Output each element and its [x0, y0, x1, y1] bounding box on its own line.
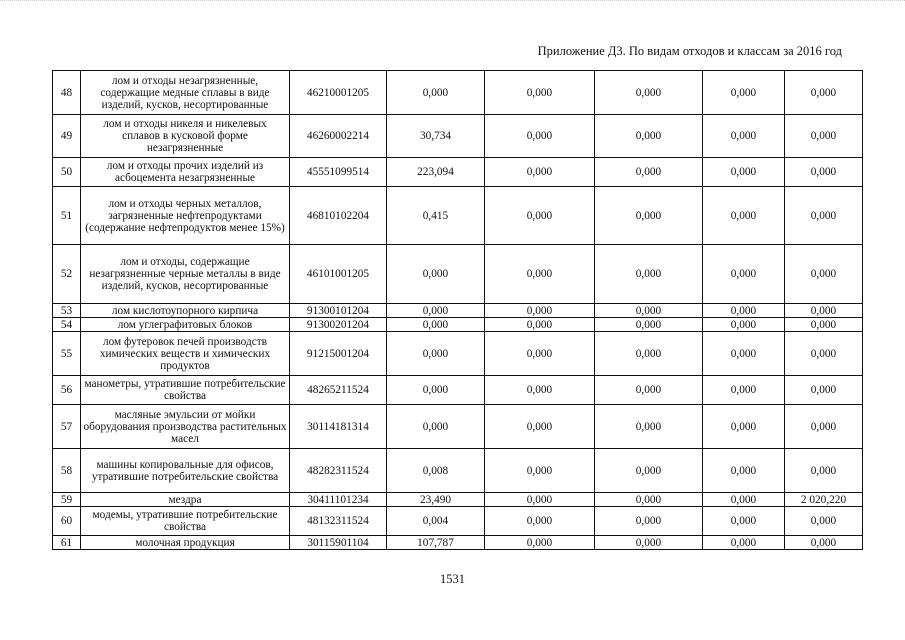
fkko-code: 30115901104 — [290, 536, 387, 550]
table-row — [53, 536, 863, 550]
value-col-3: 0,000 — [595, 158, 703, 187]
value-col-2: 0,000 — [485, 158, 595, 187]
table-row — [53, 318, 863, 332]
value-col-4: 0,000 — [703, 405, 785, 449]
row-number: 49 — [53, 115, 81, 158]
value-col-2: 0,000 — [485, 245, 595, 304]
value-col-2: 0,000 — [485, 405, 595, 449]
value-col-2: 0,000 — [485, 318, 595, 332]
table-row — [53, 376, 863, 405]
value-col-3: 0,000 — [595, 507, 703, 536]
value-col-5: 0,000 — [785, 245, 863, 304]
value-col-1: 107,787 — [387, 536, 485, 550]
waste-name: лом кислотоупорного кирпича — [81, 304, 290, 318]
waste-name: молочная продукция — [81, 536, 290, 550]
value-col-3: 0,000 — [595, 115, 703, 158]
value-col-1: 0,004 — [387, 507, 485, 536]
fkko-code: 48132311524 — [290, 507, 387, 536]
table-row — [53, 449, 863, 493]
value-col-4: 0,000 — [703, 332, 785, 376]
waste-name: мездра — [81, 493, 290, 507]
value-col-1: 30,734 — [387, 115, 485, 158]
value-col-5: 0,000 — [785, 318, 863, 332]
value-col-4: 0,000 — [703, 493, 785, 507]
value-col-3: 0,000 — [595, 245, 703, 304]
waste-name: лом и отходы никеля и никелевых сплавов в кусковой форме незагрязненные — [81, 115, 290, 158]
value-col-4: 0,000 — [703, 449, 785, 493]
waste-name: машины копировальные для офисов, утратившие потребительские свойства — [81, 449, 290, 493]
value-col-2: 0,000 — [485, 71, 595, 115]
value-col-3: 0,000 — [595, 332, 703, 376]
value-col-2: 0,000 — [485, 449, 595, 493]
waste-name: модемы, утратившие потребительские свойства — [81, 507, 290, 536]
value-col-5: 0,000 — [785, 158, 863, 187]
value-col-1: 0,000 — [387, 332, 485, 376]
fkko-code: 91300101204 — [290, 304, 387, 318]
value-col-3: 0,000 — [595, 493, 703, 507]
row-number: 50 — [53, 158, 81, 187]
fkko-code: 46260002214 — [290, 115, 387, 158]
table-body — [53, 71, 863, 550]
fkko-code: 45551099514 — [290, 158, 387, 187]
row-number: 60 — [53, 507, 81, 536]
fkko-code: 46101001205 — [290, 245, 387, 304]
row-number: 51 — [53, 187, 81, 245]
value-col-5: 0,000 — [785, 449, 863, 493]
value-col-4: 0,000 — [703, 507, 785, 536]
waste-name: лом футеровок печей производств химических веществ и химических продуктов — [81, 332, 290, 376]
page-number: 1531 — [440, 572, 465, 586]
value-col-2: 0,000 — [485, 187, 595, 245]
table-row — [53, 115, 863, 158]
value-col-2: 0,000 — [485, 332, 595, 376]
fkko-code: 30411101234 — [290, 493, 387, 507]
waste-name: масляные эмульсии от мойки оборудования производства растительных масел — [81, 405, 290, 449]
row-number: 59 — [53, 493, 81, 507]
value-col-2: 0,000 — [485, 507, 595, 536]
value-col-2: 0,000 — [485, 115, 595, 158]
table-row — [53, 332, 863, 376]
table-row — [53, 304, 863, 318]
value-col-3: 0,000 — [595, 304, 703, 318]
value-col-5: 0,000 — [785, 187, 863, 245]
value-col-1: 223,094 — [387, 158, 485, 187]
fkko-code: 48265211524 — [290, 376, 387, 405]
row-number: 56 — [53, 376, 81, 405]
value-col-4: 0,000 — [703, 536, 785, 550]
value-col-4: 0,000 — [703, 115, 785, 158]
waste-name: лом углеграфитовых блоков — [81, 318, 290, 332]
value-col-1: 0,008 — [387, 449, 485, 493]
row-number: 48 — [53, 71, 81, 115]
row-number: 54 — [53, 318, 81, 332]
table-row — [53, 507, 863, 536]
table-row — [53, 71, 863, 115]
value-col-2: 0,000 — [485, 493, 595, 507]
value-col-1: 0,000 — [387, 376, 485, 405]
value-col-2: 0,000 — [485, 536, 595, 550]
row-number: 52 — [53, 245, 81, 304]
value-col-1: 0,000 — [387, 71, 485, 115]
waste-name: лом и отходы прочих изделий из асбоцемента незагрязненные — [81, 158, 290, 187]
value-col-1: 0,000 — [387, 318, 485, 332]
value-col-1: 0,000 — [387, 245, 485, 304]
value-col-5: 0,000 — [785, 405, 863, 449]
value-col-5: 0,000 — [785, 71, 863, 115]
fkko-code: 46810102204 — [290, 187, 387, 245]
value-col-4: 0,000 — [703, 318, 785, 332]
value-col-4: 0,000 — [703, 187, 785, 245]
value-col-4: 0,000 — [703, 158, 785, 187]
value-col-1: 0,415 — [387, 187, 485, 245]
row-number: 55 — [53, 332, 81, 376]
fkko-code: 46210001205 — [290, 71, 387, 115]
value-col-5: 0,000 — [785, 536, 863, 550]
fkko-code: 30114181314 — [290, 405, 387, 449]
table-row — [53, 493, 863, 507]
value-col-1: 0,000 — [387, 405, 485, 449]
scan-edge-artifact — [0, 0, 905, 5]
fkko-code: 48282311524 — [290, 449, 387, 493]
value-col-5: 0,000 — [785, 304, 863, 318]
value-col-2: 0,000 — [485, 376, 595, 405]
value-col-1: 0,000 — [387, 304, 485, 318]
value-col-5: 0,000 — [785, 376, 863, 405]
waste-name: манометры, утратившие потребительские свойства — [81, 376, 290, 405]
row-number: 53 — [53, 304, 81, 318]
waste-name: лом и отходы незагрязненные, содержащие медные сплавы в виде изделий, кусков, несортированные — [81, 71, 290, 115]
value-col-3: 0,000 — [595, 318, 703, 332]
waste-name: лом и отходы, содержащие незагрязненные черные металлы в виде изделий, кусков, несортированные — [81, 245, 290, 304]
value-col-3: 0,000 — [595, 536, 703, 550]
value-col-4: 0,000 — [703, 245, 785, 304]
value-col-3: 0,000 — [595, 405, 703, 449]
value-col-1: 23,490 — [387, 493, 485, 507]
table-row — [53, 245, 863, 304]
value-col-4: 0,000 — [703, 304, 785, 318]
table-row — [53, 187, 863, 245]
waste-name: лом и отходы черных металлов, загрязненные нефтепродуктами (содержание нефтепродуктов менее 15%) — [81, 187, 290, 245]
value-col-4: 0,000 — [703, 71, 785, 115]
row-number: 58 — [53, 449, 81, 493]
table-row — [53, 158, 863, 187]
value-col-5: 0,000 — [785, 507, 863, 536]
value-col-3: 0,000 — [595, 376, 703, 405]
fkko-code: 91300201204 — [290, 318, 387, 332]
table-row — [53, 405, 863, 449]
fkko-code: 91215001204 — [290, 332, 387, 376]
value-col-4: 0,000 — [703, 376, 785, 405]
value-col-3: 0,000 — [595, 71, 703, 115]
page-title: Приложение Д3. По видам отходов и классам за 2016 год — [537, 44, 842, 58]
value-col-5: 2 020,220 — [785, 493, 863, 507]
value-col-5: 0,000 — [785, 332, 863, 376]
row-number: 61 — [53, 536, 81, 550]
value-col-5: 0,000 — [785, 115, 863, 158]
value-col-2: 0,000 — [485, 304, 595, 318]
value-col-3: 0,000 — [595, 187, 703, 245]
value-col-3: 0,000 — [595, 449, 703, 493]
waste-table — [52, 70, 863, 550]
row-number: 57 — [53, 405, 81, 449]
